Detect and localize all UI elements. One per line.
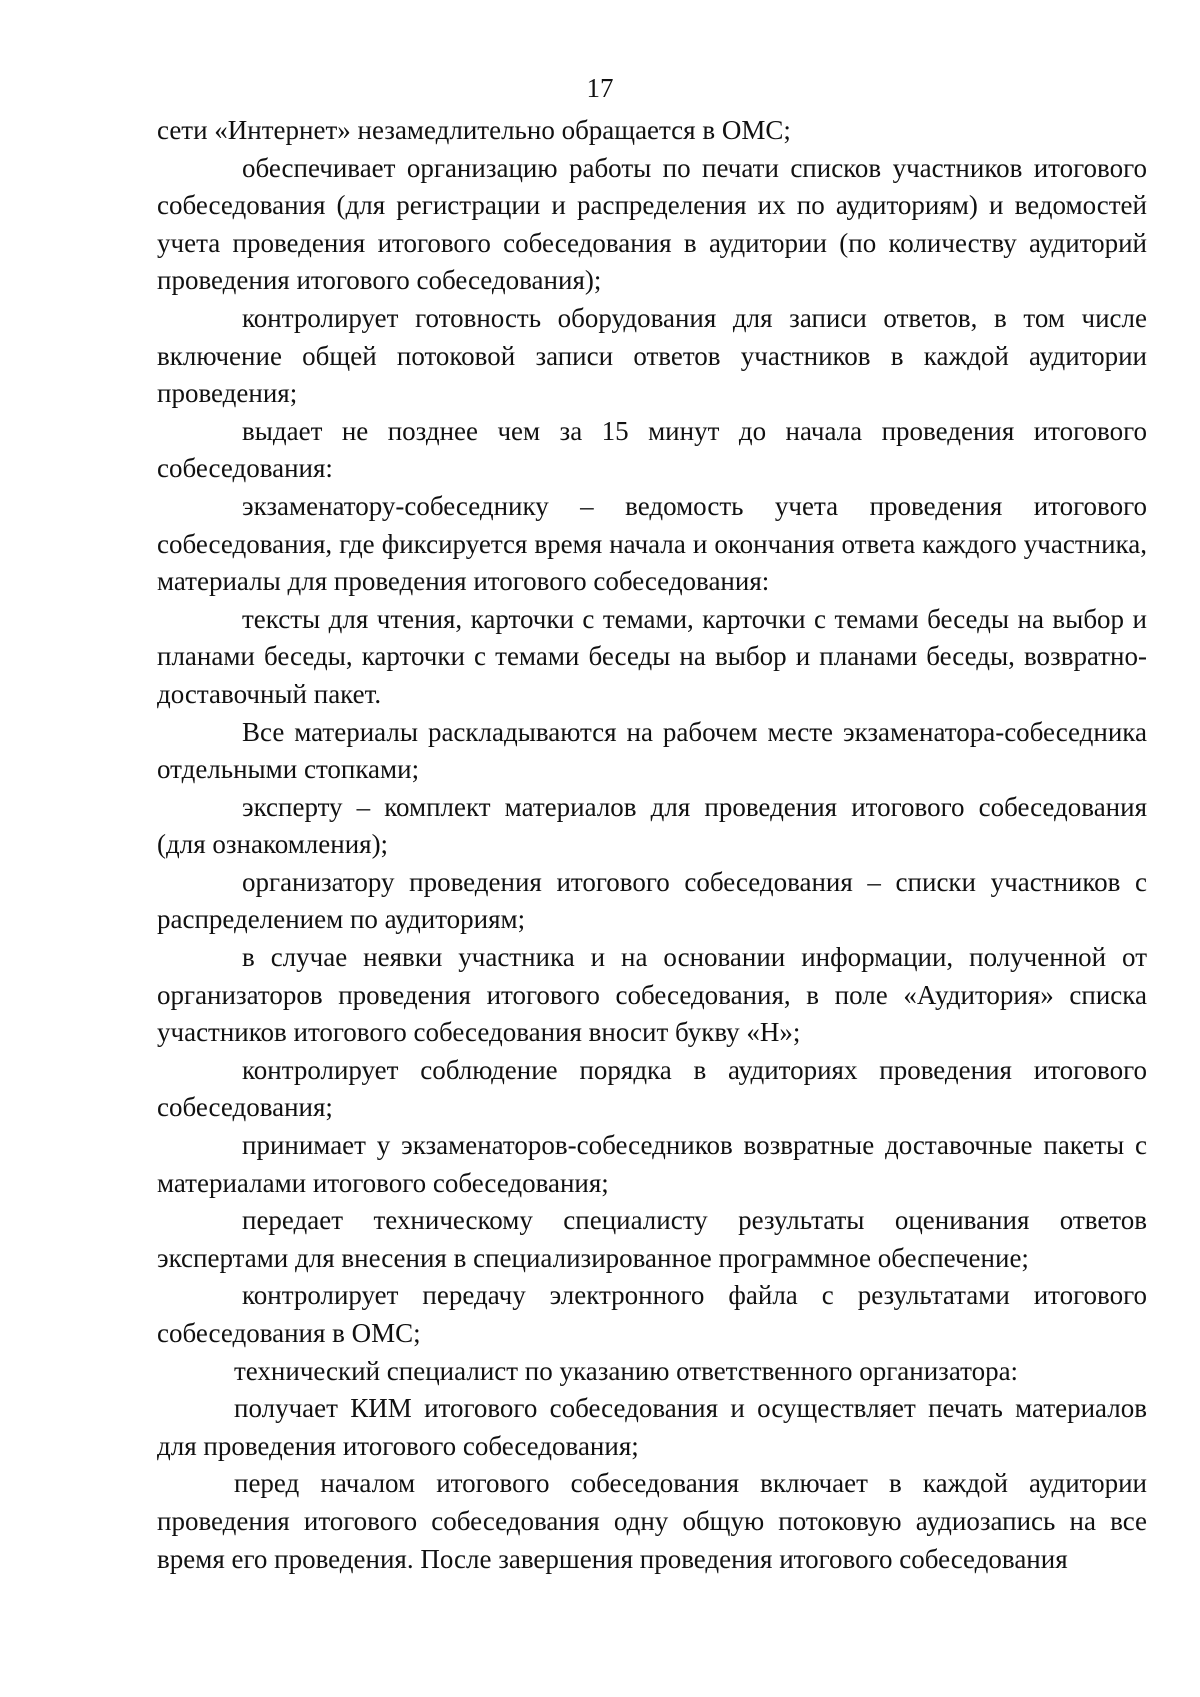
paragraph: обеспечивает организацию работы по печати списков участников итогового собеседования (для регистрации и распределения их по аудиториям) и ведомостей учета проведения итогового собеседования в аудитории (по количеству аудиторий проведения итогового собеседования);	[157, 152, 1147, 296]
paragraph: сети «Интернет» незамедлительно обращается в ОМС;	[157, 115, 791, 145]
paragraph: передает техническому специалисту результаты оценивания ответов экспертами для внесения в специализированное программное обеспечение;	[157, 1205, 1147, 1273]
page-number: 17	[586, 73, 614, 103]
paragraph: в случае неявки участника и на основании информации, полученной от организаторов проведения итогового собеседования, в поле «Аудитория» списка участников итогового собеседования вносит букву «Н»;	[157, 942, 1147, 1048]
paragraph: принимает у экзаменаторов-собеседников возвратные доставочные пакеты с материалами итогового собеседования;	[157, 1130, 1147, 1198]
paragraph: получает КИМ итогового собеседования и осуществляет печать материалов для проведения итогового собеседования;	[157, 1393, 1147, 1461]
paragraph: контролирует готовность оборудования для записи ответов, в том числе включение общей потоковой записи ответов участников в каждой аудитории проведения;	[157, 302, 1147, 409]
paragraph: тексты для чтения, карточки с темами, карточки с темами беседы на выбор и планами беседы, карточки с темами беседы на выбор и планами беседы, возвратно-доставочный пакет.	[157, 603, 1147, 709]
document-body	[157, 112, 1147, 1578]
paragraph: выдает не позднее чем за 15 минут до начала проведения итогового собеседования:	[157, 415, 1147, 484]
paragraph: контролирует передачу электронного файла с результатами итогового собеседования в ОМС;	[157, 1280, 1147, 1348]
paragraph: эксперту – комплект материалов для проведения итогового собеседования (для ознакомления);	[157, 791, 1147, 860]
paragraph: экзаменатору-собеседнику – ведомость учета проведения итогового собеседования, где фиксируется время начала и окончания ответа каждого участника, материалы для проведения итогового собеседования:	[157, 490, 1147, 597]
paragraph: Все материалы раскладываются на рабочем месте экзаменатора-собеседника отдельными стопками;	[157, 716, 1147, 785]
paragraph: технический специалист по указанию ответственного организатора:	[234, 1355, 1019, 1386]
paragraph: контролирует соблюдение порядка в аудиториях проведения итогового собеседования;	[157, 1054, 1147, 1123]
paragraph: перед началом итогового собеседования включает в каждой аудитории проведения итогового собеседования одну общую потоковую аудиозапись на все время его проведения. После завершения проведения итогового собеседования	[157, 1468, 1147, 1574]
paragraph: организатору проведения итогового собеседования – списки участников с распределением по аудиториям;	[157, 866, 1147, 935]
